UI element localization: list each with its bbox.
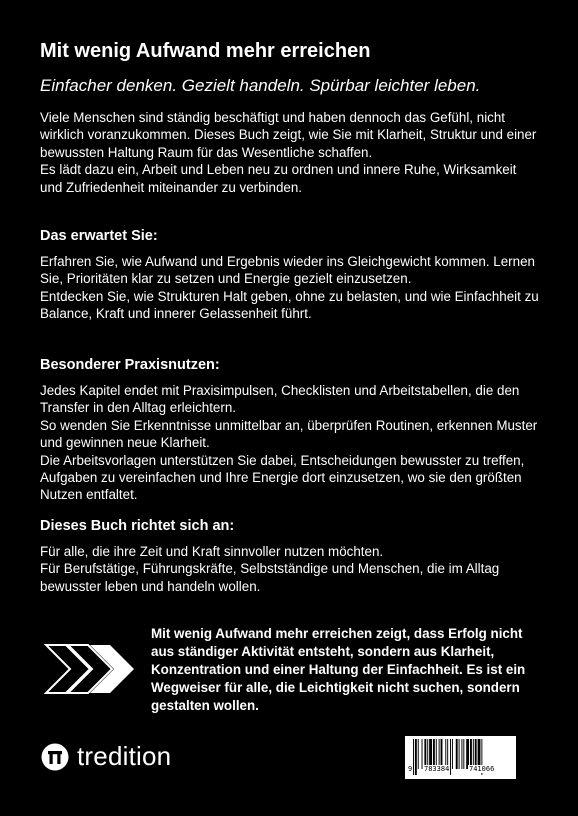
section-heading: Dieses Buch richtet sich an: — [40, 518, 235, 534]
closing-blurb: Mit wenig Aufwand mehr erreichen zeigt, dass Erfolg nicht aus ständiger Aktivität entsteht, sondern aus Klarheit, Konzentration und einer Haltung der Einfachheit. Es ist ein Wegweiser für alle, die Leichtigkeit nicht suchen, sondern gestalten wollen. — [151, 626, 526, 713]
section-paragraph: So wenden Sie Erkenntnisse unmittelbar an, überprüfen Routinen, erkennen Muster und gewinnen neue Klarheit. — [40, 417, 538, 451]
barcode-group-2: 741066 — [469, 765, 495, 773]
section-practical-benefit — [40, 356, 540, 504]
tredition-logo-icon — [41, 743, 69, 771]
triple-chevron-arrows-icon — [44, 643, 136, 695]
isbn-barcode — [405, 736, 516, 779]
intro-paragraph: Es lädt dazu ein, Arbeit und Leben neu zu ordnen und innere Ruhe, Wirksamkeit und Zufriedenheit miteinander zu verbinden. — [40, 162, 517, 195]
barcode-lead-digit: 9 — [408, 765, 413, 773]
section-heading: Das erwartet Sie: — [40, 228, 158, 244]
cover-subtitle: Einfacher denken. Gezielt handeln. Spürbar leichter leben. — [40, 76, 481, 95]
cover-title: Mit wenig Aufwand mehr erreichen — [40, 40, 371, 62]
section-paragraph: Für alle, die ihre Zeit und Kraft sinnvoller nutzen möchten. — [40, 544, 384, 559]
publisher-name: tredition — [77, 741, 172, 771]
section-heading: Besonderer Praxisnutzen: — [40, 357, 220, 373]
section-paragraph: Erfahren Sie, wie Aufwand und Ergebnis wieder ins Gleichgewicht kommen. Lernen Sie, Prioritäten klar zu setzen und Energie gezielt einzusetzen. — [40, 254, 535, 287]
section-paragraph: Entdecken Sie, wie Strukturen Halt geben, ohne zu belasten, und wie Einfachheit zu Balance, Kraft und innerer Gelassenheit führt. — [40, 288, 539, 322]
section-paragraph: Für Berufstätige, Führungskräfte, Selbstständige und Menschen, die im Alltag bewusster leben und handeln wollen. — [40, 561, 500, 594]
section-paragraph: Die Arbeitsvorlagen unterstützen Sie dabei, Entscheidungen bewusster zu treffen, Aufgaben zu vereinfachen und Ihre Energie dort einzusetzen, wo sie den größten Nutzen entfaltet. — [40, 452, 525, 503]
barcode-group-1: 783384 — [424, 765, 450, 773]
section-expectations — [40, 227, 540, 323]
section-paragraph: Jedes Kapitel endet mit Praxisimpulsen, Checklisten und Arbeitstabellen, die den Transfer in den Alltag erleichtern. — [40, 383, 520, 416]
barcode-digits — [405, 765, 516, 777]
intro-paragraph: Viele Menschen sind ständig beschäftigt und haben dennoch das Gefühl, nicht wirklich voranzukommen. Dieses Buch zeigt, wie Sie mit Klarheit, Struktur und einer bewussten Haltung Raum für das Wesentliche schaffen. — [40, 110, 537, 160]
section-target-audience — [40, 517, 540, 595]
intro-text — [40, 109, 540, 196]
